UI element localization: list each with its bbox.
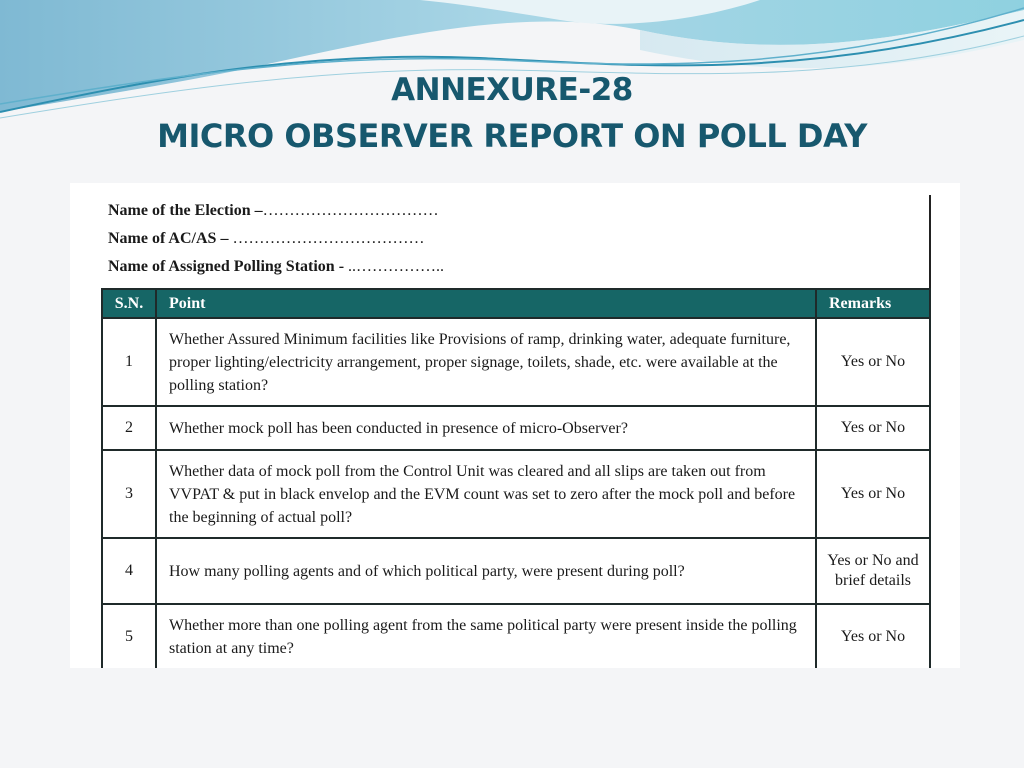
report-table — [101, 288, 931, 668]
row-remarks: Yes or No — [816, 318, 930, 406]
row-point: Whether mock poll has been conducted in presence of micro-Observer? — [156, 406, 816, 450]
field-label: Name of the Election – — [108, 202, 263, 219]
row-remarks: Yes or No — [816, 450, 930, 538]
field-label: Name of Assigned Polling Station - — [108, 258, 345, 275]
row-sn: 5 — [102, 604, 156, 668]
table-row — [102, 538, 930, 604]
table-row — [102, 450, 930, 538]
field-election-name — [108, 197, 444, 225]
field-polling-station — [108, 253, 444, 281]
table-row — [102, 318, 930, 406]
row-remarks: Yes or No — [816, 406, 930, 450]
field-dots: ..…………….. — [344, 258, 445, 275]
row-sn: 3 — [102, 450, 156, 538]
row-point: Whether more than one polling agent from the same political party were present inside the polling station at any time? — [156, 604, 816, 668]
title-line-annexure: ANNEXURE-28 — [391, 72, 633, 108]
row-remarks: Yes or No — [816, 604, 930, 668]
header-point: Point — [156, 289, 816, 318]
row-point: Whether Assured Minimum facilities like Provisions of ramp, drinking water, adequate furniture, proper lighting/electricity arrangement, proper signage, toilets, shade, etc. were available at the polling station? — [156, 318, 816, 406]
field-dots: ……………………………… — [228, 230, 425, 247]
field-ac-as-name — [108, 225, 444, 253]
header-remarks: Remarks — [816, 289, 930, 318]
border-line — [929, 195, 931, 291]
row-sn: 4 — [102, 538, 156, 604]
report-document-image — [70, 183, 960, 668]
row-sn: 1 — [102, 318, 156, 406]
table-header-row — [102, 289, 930, 318]
field-label: Name of AC/AS – — [108, 230, 229, 247]
row-point: Whether data of mock poll from the Control Unit was cleared and all slips are taken out from VVPAT & put in black envelop and the EVM count was set to zero after the mock poll and before the beginning of actual poll? — [156, 450, 816, 538]
row-sn: 2 — [102, 406, 156, 450]
field-dots: …………………………… — [262, 202, 439, 219]
slide-title — [0, 70, 1024, 162]
form-fields — [108, 197, 444, 281]
row-remarks: Yes or No and brief details — [816, 538, 930, 604]
table-row — [102, 604, 930, 668]
header-sn: S.N. — [102, 289, 156, 318]
table-row — [102, 406, 930, 450]
row-point: How many polling agents and of which political party, were present during poll? — [156, 538, 816, 604]
title-line-report: MICRO OBSERVER REPORT ON POLL DAY — [157, 117, 867, 155]
